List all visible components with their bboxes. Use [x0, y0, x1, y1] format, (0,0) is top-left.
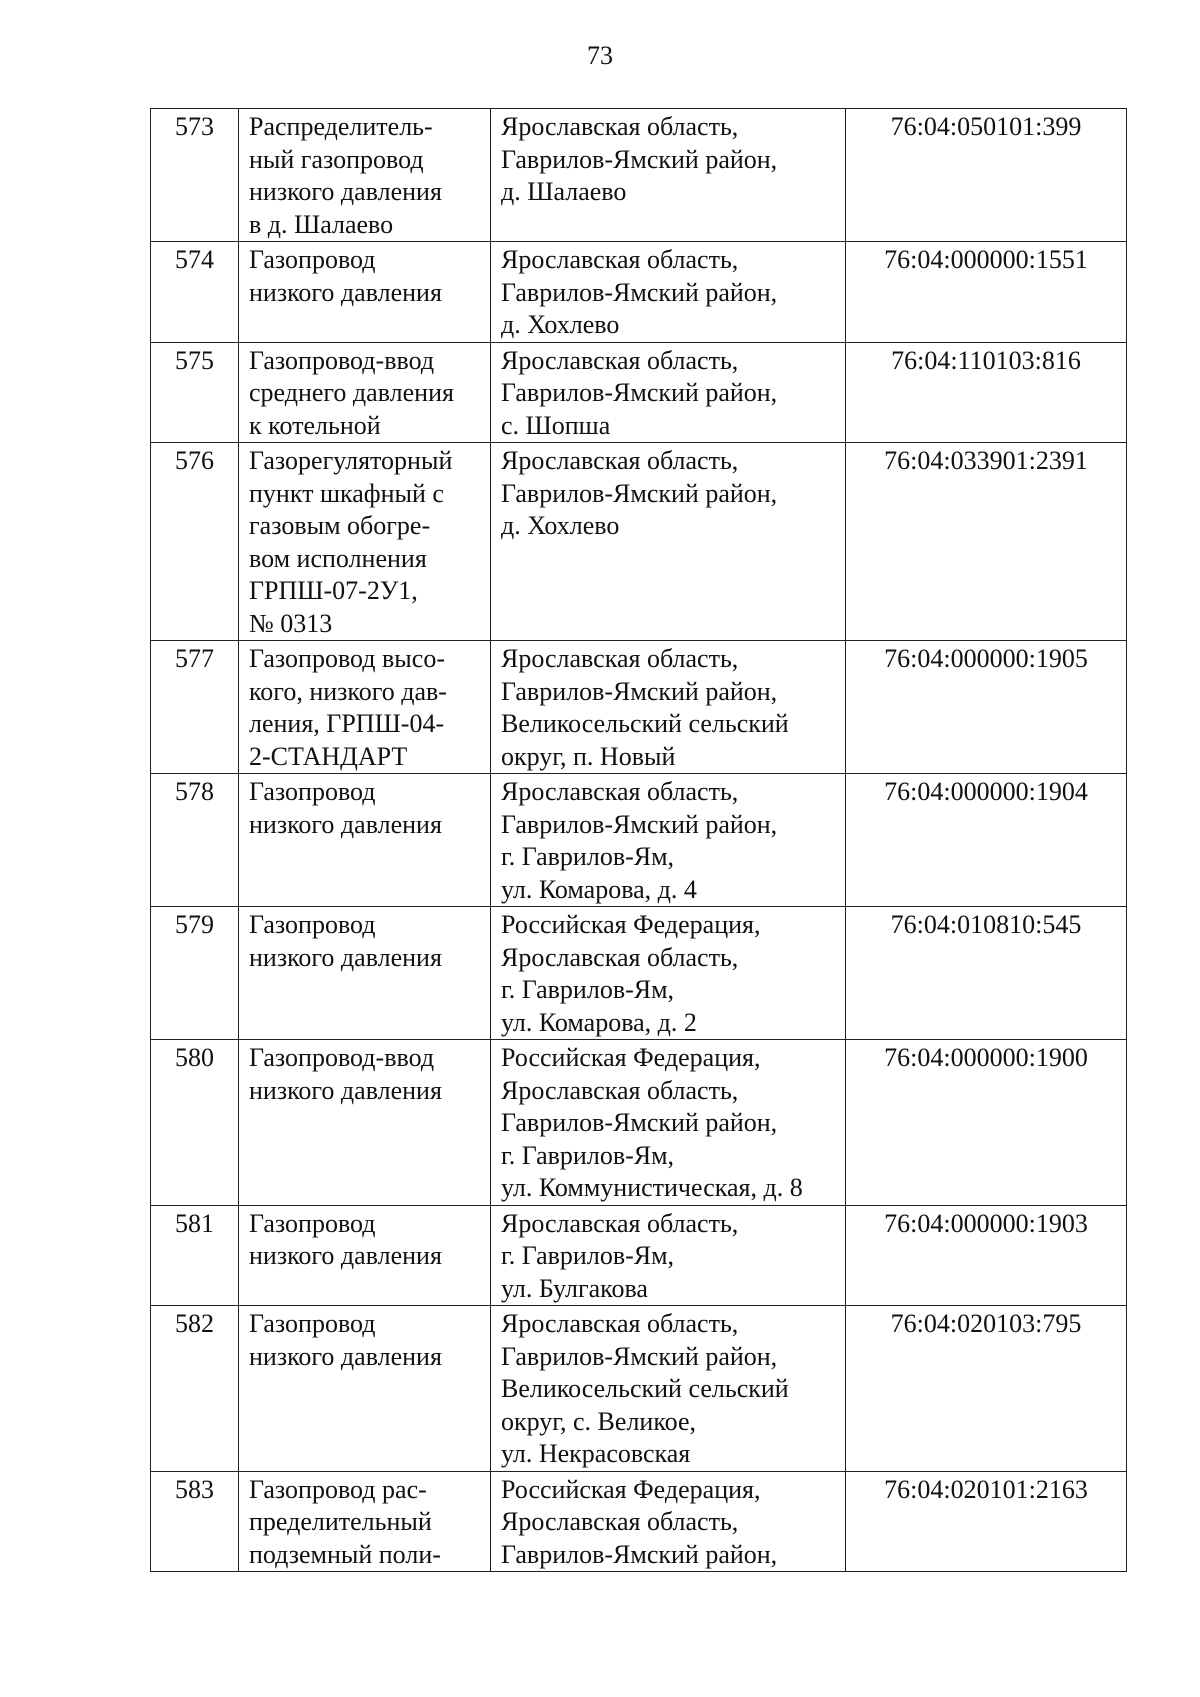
- registry-table-body: [151, 109, 1127, 1572]
- object-address: Российская Федерация, Ярославская область, Гаврилов-Ямский район, г. Гаврилов-Ям, ул. Коммунистическая, д. 8: [491, 1040, 846, 1206]
- object-address: Ярославская область, Гаврилов-Ямский район, г. Гаврилов-Ям, ул. Комарова, д. 4: [491, 774, 846, 907]
- table-row: [151, 109, 1127, 242]
- cadastral-number: 76:04:010810:545: [846, 907, 1127, 1040]
- cadastral-number: 76:04:000000:1900: [846, 1040, 1127, 1206]
- registry-table: [150, 108, 1127, 1572]
- table-row: [151, 1040, 1127, 1206]
- table-row: [151, 443, 1127, 641]
- object-address: Ярославская область, Гаврилов-Ямский район, д. Хохлево: [491, 443, 846, 641]
- cadastral-number: 76:04:020101:2163: [846, 1471, 1127, 1572]
- row-number: 582: [151, 1306, 239, 1472]
- row-number: 577: [151, 641, 239, 774]
- cadastral-number: 76:04:050101:399: [846, 109, 1127, 242]
- cadastral-number: 76:04:000000:1903: [846, 1205, 1127, 1306]
- table-row: [151, 1306, 1127, 1472]
- object-name: Газопровод высо- кого, низкого дав- ления, ГРПШ-04- 2-СТАНДАРТ: [239, 641, 491, 774]
- row-number: 573: [151, 109, 239, 242]
- row-number: 581: [151, 1205, 239, 1306]
- cadastral-number: 76:04:020103:795: [846, 1306, 1127, 1472]
- cadastral-number: 76:04:000000:1904: [846, 774, 1127, 907]
- row-number: 583: [151, 1471, 239, 1572]
- row-number: 578: [151, 774, 239, 907]
- object-address: Ярославская область, Гаврилов-Ямский район, Великосельский сельский округ, с. Великое, ул. Некрасовская: [491, 1306, 846, 1472]
- object-name: Газопровод-ввод низкого давления: [239, 1040, 491, 1206]
- object-name: Газопровод низкого давления: [239, 242, 491, 343]
- object-name: Распределитель- ный газопровод низкого давления в д. Шалаево: [239, 109, 491, 242]
- row-number: 580: [151, 1040, 239, 1206]
- object-name: Газопровод низкого давления: [239, 1205, 491, 1306]
- page-number: 73: [587, 41, 613, 70]
- row-number: 576: [151, 443, 239, 641]
- row-number: 579: [151, 907, 239, 1040]
- object-name: Газопровод рас- пределительный подземный поли-: [239, 1471, 491, 1572]
- object-name: Газорегуляторный пункт шкафный с газовым обогре- вом исполнения ГРПШ-07-2У1, № 0313: [239, 443, 491, 641]
- cadastral-number: 76:04:110103:816: [846, 342, 1127, 443]
- table-row: [151, 641, 1127, 774]
- table-row: [151, 907, 1127, 1040]
- cadastral-number: 76:04:000000:1551: [846, 242, 1127, 343]
- row-number: 575: [151, 342, 239, 443]
- object-name: Газопровод низкого давления: [239, 774, 491, 907]
- object-address: Ярославская область, Гаврилов-Ямский район, д. Шалаево: [491, 109, 846, 242]
- object-address: Российская Федерация, Ярославская область, Гаврилов-Ямский район,: [491, 1471, 846, 1572]
- object-address: Ярославская область, Гаврилов-Ямский район, с. Шопша: [491, 342, 846, 443]
- table-row: [151, 342, 1127, 443]
- row-number: 574: [151, 242, 239, 343]
- object-address: Ярославская область, г. Гаврилов-Ям, ул. Булгакова: [491, 1205, 846, 1306]
- object-address: Ярославская область, Гаврилов-Ямский район, д. Хохлево: [491, 242, 846, 343]
- table-row: [151, 242, 1127, 343]
- object-name: Газопровод-ввод среднего давления к котельной: [239, 342, 491, 443]
- object-name: Газопровод низкого давления: [239, 1306, 491, 1472]
- table-row: [151, 1471, 1127, 1572]
- table-row: [151, 1205, 1127, 1306]
- cadastral-number: 76:04:033901:2391: [846, 443, 1127, 641]
- object-address: Ярославская область, Гаврилов-Ямский район, Великосельский сельский округ, п. Новый: [491, 641, 846, 774]
- table-row: [151, 774, 1127, 907]
- object-name: Газопровод низкого давления: [239, 907, 491, 1040]
- cadastral-number: 76:04:000000:1905: [846, 641, 1127, 774]
- object-address: Российская Федерация, Ярославская область, г. Гаврилов-Ям, ул. Комарова, д. 2: [491, 907, 846, 1040]
